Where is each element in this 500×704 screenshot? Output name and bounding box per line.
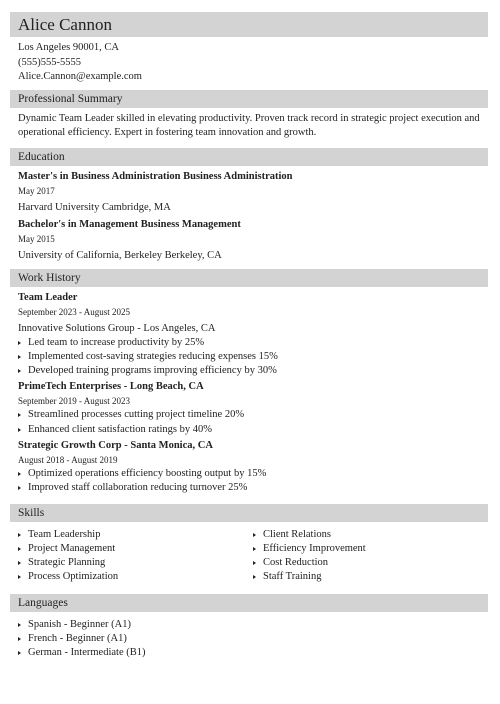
language-item: German - Intermediate (B1) [18, 646, 488, 660]
summary-heading: Professional Summary [10, 90, 488, 108]
job-title: PrimeTech Enterprises - Long Beach, CA [18, 381, 204, 393]
job-bullet: Optimized operations efficiency boosting output by 15% [18, 467, 488, 481]
skill-item: Cost Reduction [253, 556, 488, 570]
skill-item: Team Leadership [18, 528, 253, 542]
job-entry [18, 380, 488, 437]
skill-item: Strategic Planning [18, 556, 253, 570]
education-date: May 2015 [18, 233, 55, 244]
job-dates: August 2018 - August 2019 [18, 454, 118, 465]
job-entry [18, 439, 488, 496]
languages-heading: Languages [10, 594, 488, 612]
job-title: Team Leader [18, 291, 78, 303]
job-bullets [18, 408, 488, 437]
job-bullets [18, 336, 488, 379]
education-degree: Bachelor's in Management Business Management [18, 218, 241, 230]
job-bullet: Implemented cost-saving strategies reducing expenses 15% [18, 350, 488, 364]
job-bullets [18, 467, 488, 496]
contact-email: Alice.Cannon@example.com [18, 71, 142, 82]
contact-block [10, 41, 488, 85]
job-bullet: Improved staff collaboration reducing turnover 25% [18, 481, 488, 495]
summary-text: Dynamic Team Leader skilled in elevating productivity. Proven track record in strategic project execution and operational efficiency. Expert in fostering team innovation and growth. [18, 112, 480, 138]
work-heading: Work History [10, 269, 488, 287]
skill-item: Client Relations [253, 528, 488, 542]
language-item: Spanish - Beginner (A1) [18, 618, 488, 632]
job-company: Innovative Solutions Group - Los Angeles, CA [18, 322, 216, 334]
education-heading: Education [10, 148, 488, 166]
job-dates: September 2019 - August 2023 [18, 396, 130, 407]
job-bullet: Led team to increase productivity by 25% [18, 336, 488, 350]
education-degree: Master's in Business Administration Business Administration [18, 170, 293, 182]
work-section [10, 291, 488, 496]
skill-item: Staff Training [253, 570, 488, 584]
languages-section [10, 618, 488, 661]
education-school: Harvard University Cambridge, MA [18, 201, 171, 213]
skills-list [10, 528, 488, 585]
education-school: University of California, Berkeley Berkeley, CA [18, 249, 222, 261]
job-entry [18, 291, 488, 379]
skills-column-left [18, 528, 253, 585]
contact-address: Los Angeles 90001, CA [18, 42, 119, 53]
job-bullet: Developed training programs improving efficiency by 30% [18, 364, 488, 378]
contact-phone: (555)555-5555 [18, 56, 81, 68]
skill-item: Project Management [18, 542, 253, 556]
language-item: French - Beginner (A1) [18, 632, 488, 646]
education-section [10, 170, 488, 263]
job-bullet: Enhanced client satisfaction ratings by 40% [18, 423, 488, 437]
education-date: May 2017 [18, 185, 55, 196]
resume-page [10, 12, 488, 661]
skills-column-right [253, 528, 488, 585]
job-title: Strategic Growth Corp - Santa Monica, CA [18, 439, 213, 451]
languages-list [18, 618, 488, 661]
job-dates: September 2023 - August 2025 [18, 306, 130, 317]
education-entry [18, 218, 488, 263]
candidate-name: Alice Cannon [10, 12, 488, 37]
education-entry [18, 170, 488, 215]
skill-item: Process Optimization [18, 570, 253, 584]
skills-heading: Skills [10, 504, 488, 522]
skill-item: Efficiency Improvement [253, 542, 488, 556]
job-bullet: Streamlined processes cutting project timeline 20% [18, 408, 488, 422]
